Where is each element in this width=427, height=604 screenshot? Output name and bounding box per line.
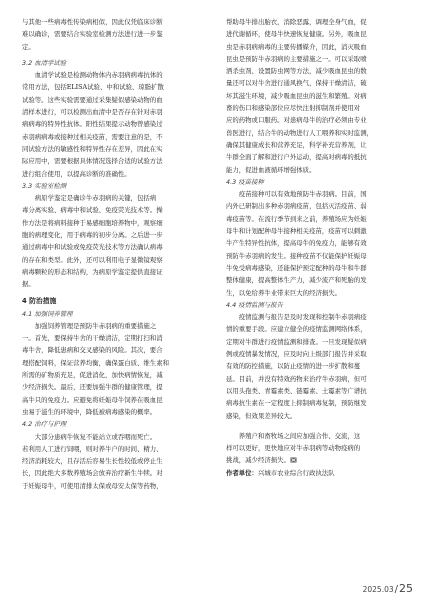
text-line: 大部分患病牛恢复不能站立或吞咽而死亡。 (34, 432, 157, 441)
text-line: 洒杀虫剂、设置防虫网等方法，减少吸血昆虫的数 (226, 67, 367, 76)
issue-date: 2025.03 (362, 585, 394, 594)
text-line: 能力，促进血液循环增强体质。 (226, 165, 316, 174)
text-line: 毒分离实验、病毒中和试验、免疫荧光技术等。操 (22, 206, 163, 215)
text-line: 与其他一些病毒性传染病相似，因此仅凭临床诊断 (22, 18, 163, 26)
text-line: 兽医进行，结合牛的动物进行人工喂养和实时监测， (226, 128, 373, 137)
text-line: 生，以免给养牛业带来巨大的经济损失。 (226, 288, 342, 297)
text-line: 例或疫情暴发情况，应及时向上级部门报告并采取 (226, 350, 367, 359)
text-line: 赤羽病病毒或接种过相关疫苗，需要注意的是，不 (22, 132, 163, 141)
text-line: 预防牛赤羽病的发生。接种疫苗不仅能保护妊娠母 (226, 251, 367, 260)
section-heading-4-4: 4.4 疫情监测与报告 (226, 300, 283, 309)
text-line: 少经济损失。最后，还要加强牛群的健康管理，提 (22, 383, 163, 392)
text-line: 高牛只的免疫力。应避免将妊娠母牛饲养在吸血昆 (22, 395, 163, 404)
text-line: 昆虫是预防牛赤羽病的主要措施之一。可以采取喷 (226, 54, 367, 63)
text-line: 长，因此绝大多数养殖场会放弃治疗新生牛犊。对 (22, 469, 163, 478)
closing-paragraph (226, 430, 412, 467)
author-label: 作者单位： (226, 468, 258, 477)
text-line: 坏其滋生环境，减少吸血昆虫的滋生和繁殖。对病 (226, 91, 367, 100)
text-line: 延。目前，并没有特效药物来治疗牛赤羽病，但可 (226, 374, 367, 383)
text-line: 理搭配饲料，保证营养均衡，确保蛋白质、维生素和 (22, 358, 169, 367)
text-line: 虫是赤羽病病毒的主要传播媒介，因此，消灭吸血 (226, 42, 367, 51)
text-line: 病原学鉴定是确诊牛赤羽病的关键，包括病 (34, 194, 157, 203)
text-line: 作方法是将病料接种于易感细胞培养物中，观察细 (22, 218, 163, 227)
text-line: 虫易于滋生的环境中，降低被病毒感染的概率。 (22, 407, 157, 416)
text-line: 应的药物或口服药。对患病母牛的治疗必须由专业 (226, 116, 367, 125)
text-line: 养殖户和畜牧场之间应加强合作、交流，这 (238, 431, 361, 440)
text-line: 经济消耗较大，且存活后容易生长性较低或停止生 (22, 457, 163, 466)
section-heading-3-3: 3.3 实验室检测 (22, 181, 67, 190)
page-footer (363, 577, 413, 596)
section-heading-4: 4 防治措施 (22, 296, 57, 305)
text-line: 常用方法，包括ELISA试验、中和试验、琼脂扩散 (22, 83, 164, 92)
text-line: 定期对牛群进行疫情监测和排查。一旦发现疑似病 (226, 337, 367, 346)
text-line: 定。 (22, 42, 35, 51)
text-line: 量还可以对牛舍进行通风换气，保持干燥清洁，破 (226, 79, 367, 88)
paragraph-3-2 (22, 69, 208, 180)
author-affiliation (226, 467, 412, 479)
text-line: 据。 (22, 280, 35, 289)
paragraph-continued (226, 16, 412, 176)
text-line: 一。首先，要保持牛舍的干燥清洁，定期打扫和消 (22, 334, 163, 343)
footer-separator: / (394, 584, 398, 595)
text-line: 加强饲养管理是预防牛赤羽病的重要措施之 (34, 321, 157, 330)
text-line: 进行组合使用，以提高诊断的准确性。 (22, 169, 131, 178)
text-line: 以用头孢类、青霉素类、链霉素、土霉素等广谱抗 (226, 386, 367, 395)
text-line: 胞的病理变化，用于病毒的初步分离。之后进一步 (22, 231, 163, 240)
text-line: 难以确诊，需要结合实验室检测方法进行进一步鉴 (22, 30, 163, 39)
section-heading-4-3: 4.3 疫苗接种 (226, 177, 264, 186)
section-heading-4-1: 4.1 加强饲养管理 (22, 309, 73, 318)
author-value: 兴城市农业综合行政执法队 (257, 468, 335, 477)
text-line: 的存在和类型。此外，还可以利用电子显微镜观察 (22, 255, 163, 264)
text-line: 清样本进行，可以检测出血清中是否存在针对赤羽 (22, 108, 163, 117)
text-line: 病毒抗生素在一定程度上抑制病毒复制，预防继发 (226, 399, 367, 408)
text-line: 进代谢循环，使母牛快速恢复健康。另外，吸血昆 (226, 30, 367, 39)
paragraph-4-4 (226, 311, 412, 422)
text-line: 样可以更好，更快地应对牛赤羽病等动物疫病的 (226, 444, 361, 453)
text-line: 牛免受病毒感染，还能保护预定配种的母牛和牛群 (226, 263, 367, 272)
paragraph-4-2 (22, 431, 208, 492)
text-line: 牛群全面了解和进行户外运动，提高对病毒的抵抗 (226, 153, 367, 162)
text-line (226, 454, 412, 466)
text-line: 试验等。这些实验需要通过采集疑似感染动物的血 (22, 95, 163, 104)
text-line: 母牛和计划配种母牛接种相关疫苗，疫苗可以刺激 (226, 227, 367, 236)
section-heading-3-2: 3.2 血清学试验 (22, 58, 67, 67)
paragraph-3-3 (22, 192, 208, 290)
text-line: 同试验方法的敏感性和特异性存在差异，因此在实 (22, 144, 163, 153)
text-line: 确保其健康成长和营养充足，科学补充营养剂，让 (226, 140, 367, 149)
right-column (226, 16, 412, 479)
text-line: 畜的伤口和感染部位应尽快注射抑制剂并使用对 (226, 104, 361, 113)
text-line: 有效的防控措施，以防止疫情的进一步扩散和蔓 (226, 362, 361, 371)
text-line: 感染，但效果差异较大。 (226, 411, 297, 420)
text-line: 毒疫苗等。在流行季节到来之前，养殖场应为妊娠 (226, 214, 367, 223)
text-line: 际应用中，需要根据具体情况选择合适的试验方法 (22, 157, 163, 166)
text-line: 帮助母牛排出胎衣，消除恶露，调理全身气血，促 (226, 18, 367, 26)
text-line: 内外已研制出多种赤羽病疫苗，包括灭活疫苗、弱 (226, 202, 367, 211)
text-line: 情的重要手段。应建立健全的疫情监测网络体系， (226, 325, 367, 334)
text-line: 所需的矿物质充足，促进消化，加快病情恢复，减 (22, 371, 163, 380)
text-line: 牛产生特异性抗体，提高母牛的免疫力，能够有效 (226, 239, 367, 248)
intro-paragraph (22, 16, 208, 53)
end-mark-icon (290, 457, 297, 463)
text-line: 血清学试验是检测动物体内赤羽病病毒抗体的 (34, 71, 163, 80)
text-line: 疫情监测与报告是及时发现和控制牛赤羽病疫 (238, 313, 367, 322)
text-line: 通过病毒中和试验或免疫荧光技术等方法确认病毒 (22, 243, 163, 252)
text-line: 毒牛舍，降低患病和交叉感染的风险。其次，要合 (22, 346, 163, 355)
section-heading-4-2: 4.2 治疗与护理 (22, 420, 67, 429)
page-number: 25 (399, 582, 413, 595)
text-line: 若利用人工进行饲喂，则对养牛户的时间、精力、 (22, 444, 163, 453)
paragraph-4-3 (226, 188, 412, 299)
text-line: 于妊娠母牛，可使用清排太保或母安太保等药物， (22, 481, 163, 490)
left-column (22, 16, 208, 492)
text-line: 病毒颗粒的形态和结构，为病原学鉴定提供直接证 (22, 267, 163, 276)
text-line: 整体健康，提高整体生产力，减少流产和死胎的发 (226, 276, 367, 285)
text-line: 疫苗接种可以有效地预防牛赤羽病。目前，国 (238, 190, 367, 199)
closing-text: 挑战，减少经济损失。 (226, 456, 290, 465)
paragraph-4-1 (22, 320, 208, 418)
text-line: 病病毒的特异性抗体。阳性结果提示动物曾感染过 (22, 120, 163, 129)
